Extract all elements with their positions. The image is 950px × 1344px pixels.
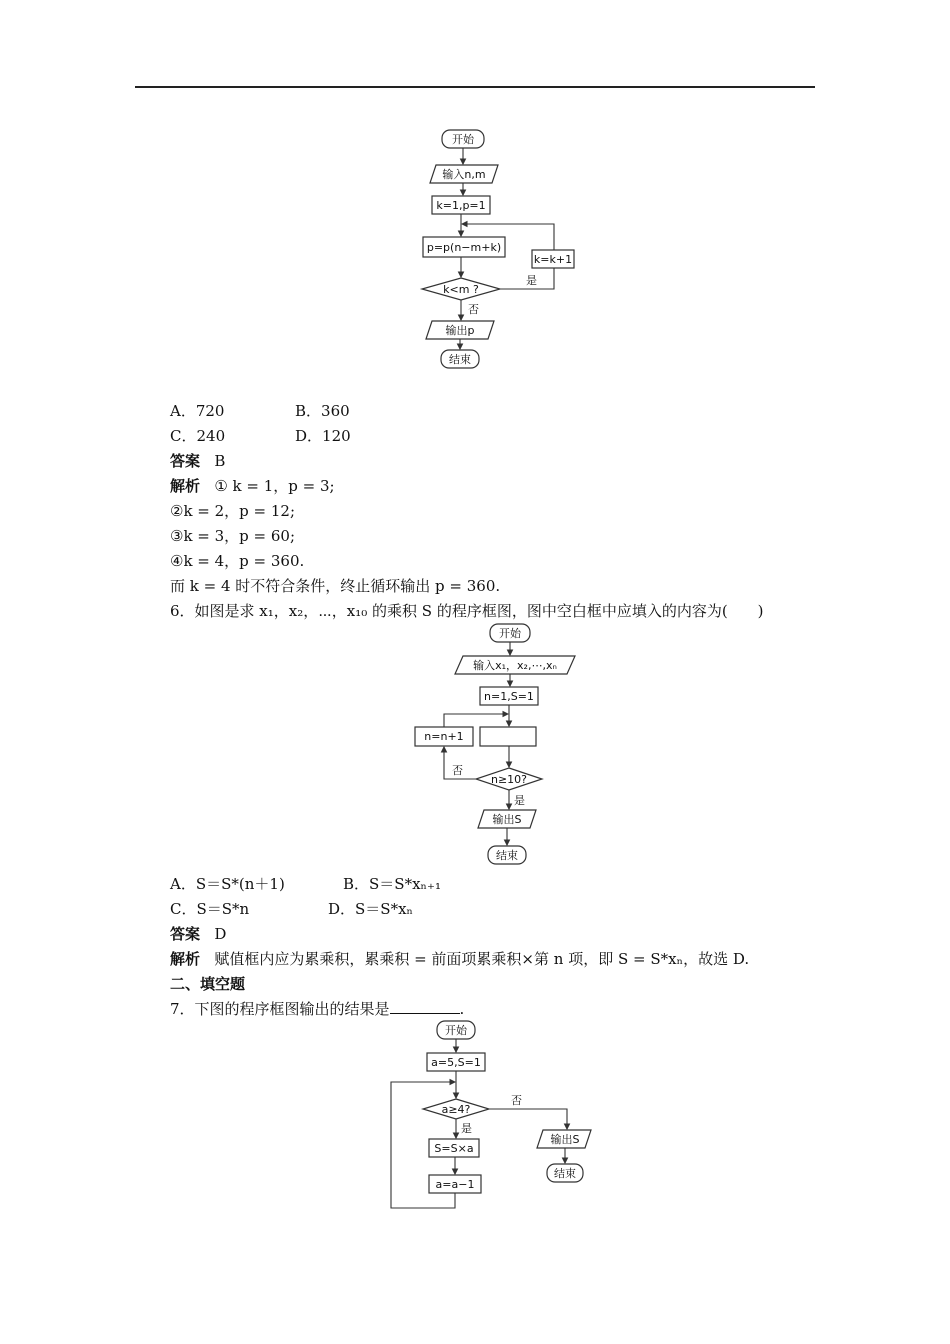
flowchart-1 [410, 125, 590, 375]
q6-analysis: 赋值框内应为累乘积，累乘积 = 前面项累乘积×第 n 项，即 S = S*xₙ，故选 D. [214, 950, 750, 968]
flow3-cond-text: a≥4? [441, 1103, 471, 1116]
flow2-start-text: 开始 [499, 627, 521, 640]
flow2-no-label: 否 [452, 764, 463, 777]
q7-stem-end: . [459, 1000, 465, 1018]
q6-stem: 6．如图是求 x₁，x₂，⋯，x₁₀ 的乘积 S 的程序框图，图中空白框中应填入的内容为( ) [170, 602, 764, 620]
flow3-init-text: a=5,S=1 [431, 1056, 481, 1069]
flow2-input-text: 输入x₁，x₂,⋯,xₙ [473, 659, 557, 672]
flow1-cond-text: k<m ? [443, 283, 479, 296]
flow2-init-text: n=1,S=1 [484, 690, 534, 703]
q6-option-b: B．S＝S*xₙ₊₁ [343, 875, 441, 893]
flow1-start-text: 开始 [452, 133, 474, 146]
flow2-inc-text: n=n+1 [424, 730, 464, 743]
flow3-assign-text: S=S×a [434, 1142, 474, 1155]
q7-answer-blank [390, 999, 460, 1014]
q6-answer: D [214, 925, 227, 943]
flow1-input-text: 输入n,m [442, 168, 486, 181]
flow1-update-text: p=p(n−m+k) [426, 241, 502, 254]
q5-conclusion: 而 k = 4 时不符合条件，终止循环输出 p = 360. [170, 577, 501, 595]
q5-option-d: D．120 [295, 427, 351, 445]
flow2-blank-box [480, 727, 536, 746]
flow1-end-text: 结束 [449, 353, 471, 366]
flow3-output-text: 输出S [550, 1133, 580, 1146]
flow2-yes-label: 是 [514, 794, 525, 807]
flow1-init-text: k=1,p=1 [436, 199, 486, 212]
flowchart-2 [410, 620, 600, 870]
q5-analysis-line [170, 476, 335, 496]
flow1-yes-label: 是 [526, 274, 537, 287]
q5-step-3: ③k = 3，p = 60; [170, 527, 296, 545]
q6-answer-line [170, 924, 226, 944]
q6-analysis-line [170, 949, 749, 969]
flow1-output-text: 输出p [445, 324, 475, 337]
flow2-cond-text: n≥10? [490, 773, 528, 786]
q6-option-a: A．S＝S*(n＋1) [170, 875, 285, 893]
q5-option-b: B．360 [295, 402, 350, 420]
q5-option-a: A．720 [170, 402, 225, 420]
flow1-no-label: 否 [468, 303, 479, 316]
q7-stem: 7．下图的程序框图输出的结果是 [170, 1000, 390, 1018]
section-2-heading: 二、填空题 [170, 975, 246, 993]
q6-option-d: D．S＝S*xₙ [328, 900, 414, 918]
q5-answer-line [170, 451, 225, 471]
q7-stem-line [170, 999, 464, 1019]
flowchart-3 [385, 1018, 605, 1218]
flow2-end-text: 结束 [496, 849, 518, 862]
flow3-end-text: 结束 [554, 1167, 576, 1180]
flow3-start-text: 开始 [445, 1024, 467, 1037]
q5-step-1: ① k = 1，p = 3; [214, 477, 335, 495]
flow1-inc-text: k=k+1 [533, 253, 573, 266]
header-rule [135, 86, 815, 88]
flow3-dec-text: a=a−1 [435, 1178, 475, 1191]
q6-analysis-label: 解析 [170, 950, 201, 968]
q5-answer: B [214, 452, 226, 470]
q5-option-c: C．240 [170, 427, 226, 445]
q6-answer-label: 答案 [170, 925, 201, 943]
q6-option-c: C．S＝S*n [170, 900, 250, 918]
flow3-no-label: 否 [511, 1094, 522, 1107]
flow2-output-text: 输出S [492, 813, 522, 826]
q5-step-2: ②k = 2，p = 12; [170, 502, 296, 520]
q5-step-4: ④k = 4，p = 360. [170, 552, 305, 570]
flow3-yes-label: 是 [461, 1122, 472, 1135]
q5-analysis-label: 解析 [170, 477, 201, 495]
q5-answer-label: 答案 [170, 452, 201, 470]
